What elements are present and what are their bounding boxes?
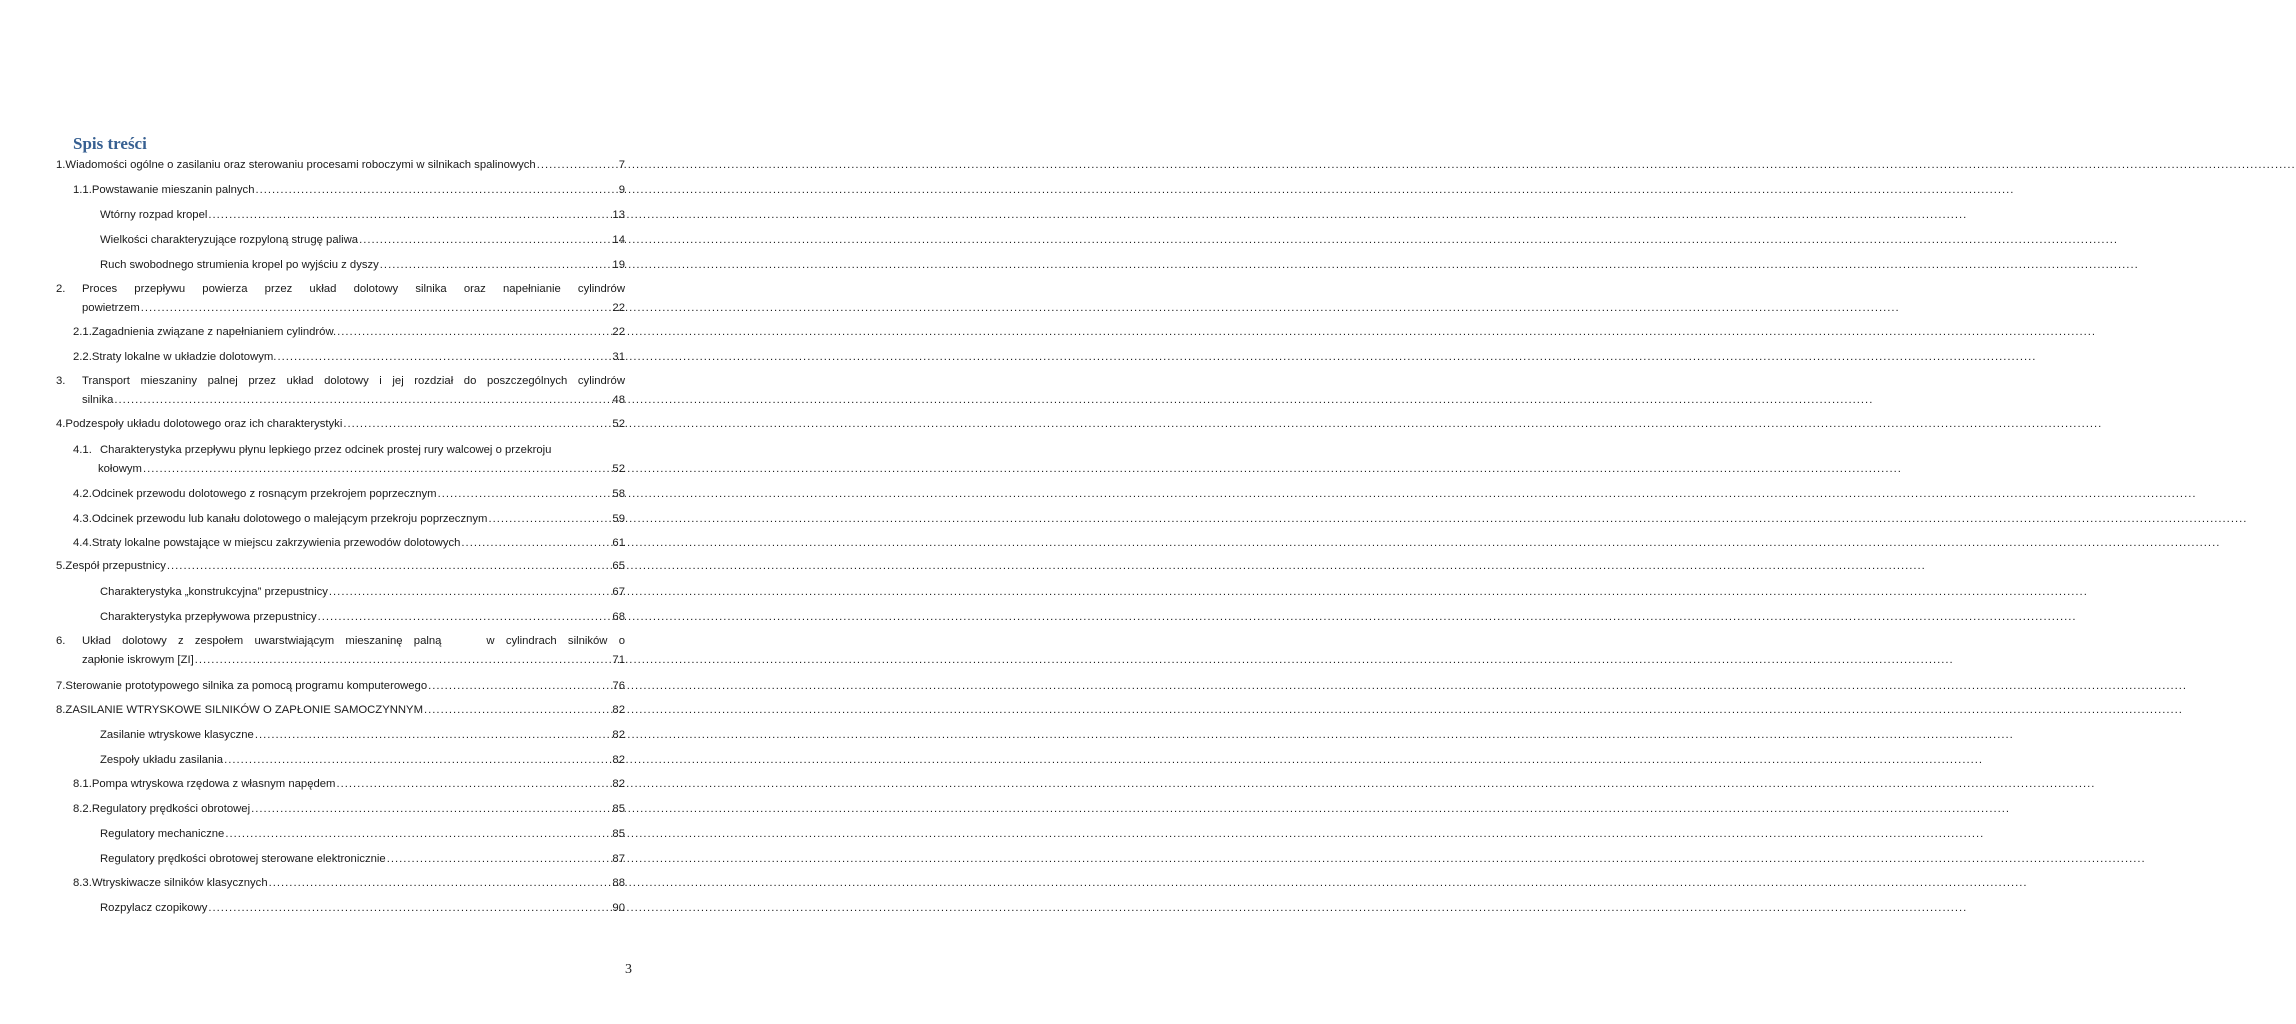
toc-entry[interactable] — [73, 348, 625, 367]
toc-entry[interactable] — [56, 701, 625, 720]
dot-leader — [424, 701, 611, 720]
toc-entry[interactable] — [56, 557, 625, 576]
entry-number: 5. — [56, 560, 66, 572]
toc-entry[interactable] — [56, 280, 625, 318]
entry-number: 6. — [56, 635, 66, 647]
toc-entry[interactable] — [73, 510, 625, 529]
entry-title: Charakterystyka przepływu płynu lepkiego przez odcinek prostej rury walcowej o przekroju — [100, 444, 552, 456]
entry-title: Charakterystyka „konstrukcyjna” przepustnicy — [100, 586, 328, 598]
toc-entry[interactable] — [56, 632, 625, 670]
dot-leader — [461, 534, 611, 553]
entry-title: Regulatory prędkości obrotowej sterowane elektronicznie — [100, 853, 386, 865]
entry-title: ZASILANIE WTRYSKOWE SILNIKÓW O ZAPŁONIE SAMOCZYNNYM — [65, 704, 424, 716]
dot-leader — [208, 899, 611, 918]
entry-title: Wtórny rozpad kropel — [100, 209, 208, 221]
entry-title-continued: powietrzem — [82, 302, 140, 314]
toc-entry[interactable] — [100, 231, 625, 250]
entry-page: 82 — [612, 754, 625, 766]
toc-entry[interactable] — [100, 256, 625, 275]
entry-number: 4.4. — [73, 537, 92, 549]
entry-title: Straty lokalne w układzie dolotowym. — [91, 351, 277, 363]
toc-entry[interactable] — [100, 583, 625, 602]
toc-entry[interactable] — [73, 181, 625, 200]
entry-title: Powstawanie mieszanin palnych — [91, 184, 255, 196]
entry-page: 58 — [612, 488, 625, 500]
dot-leader — [318, 608, 612, 627]
entry-number: 4.1. — [73, 444, 92, 456]
entry-title: Pompa wtryskowa rzędowa z własnym napędem — [91, 778, 336, 790]
entry-title-continued: silnika — [82, 394, 114, 406]
toc-entry[interactable] — [100, 206, 625, 225]
entry-number: 8.1. — [73, 778, 92, 790]
dot-leader — [337, 323, 611, 342]
dot-leader — [143, 460, 611, 479]
entry-title: Zasilanie wtryskowe klasyczne — [100, 729, 254, 741]
toc-entry[interactable] — [56, 415, 625, 434]
entry-title: Zagadnienia związane z napełnianiem cylindrów. — [91, 326, 337, 338]
entry-page: 85 — [612, 828, 625, 840]
entry-number: 2.1. — [73, 326, 92, 338]
dot-leader — [537, 156, 618, 175]
entry-page: 67 — [612, 586, 625, 598]
dot-leader — [428, 677, 611, 696]
entry-page: 61 — [612, 537, 625, 549]
toc-entry[interactable] — [73, 441, 625, 479]
entry-number: 3. — [56, 375, 66, 387]
dot-leader — [277, 348, 611, 367]
dot-leader — [438, 485, 612, 504]
dot-leader — [336, 775, 611, 794]
entry-page: 59 — [612, 513, 625, 525]
entry-page: 82 — [612, 778, 625, 790]
dot-leader — [343, 415, 611, 434]
dot-leader — [359, 231, 611, 250]
toc-entry[interactable] — [73, 874, 625, 893]
entry-title-continued: kołowym — [98, 463, 142, 475]
entry-title: Wtryskiwacze silników klasycznych — [91, 877, 268, 889]
entry-number: 1. — [56, 159, 66, 171]
entry-title: Wiadomości ogólne o zasilaniu oraz sterowaniu procesami roboczymi w silnikach spalinowych — [65, 159, 536, 171]
dot-leader — [224, 751, 611, 770]
toc-entry[interactable] — [100, 751, 625, 770]
dot-leader — [208, 206, 611, 225]
entry-page: 31 — [612, 351, 625, 363]
entry-page: 13 — [612, 209, 625, 221]
dot-leader — [255, 181, 617, 200]
dot-leader — [251, 800, 611, 819]
dot-leader — [195, 651, 612, 670]
entry-title: Zespoły układu zasilania — [100, 754, 224, 766]
entry-page: 65 — [612, 560, 625, 572]
entry-title: Odcinek przewodu dolotowego z rosnącym przekrojem poprzecznym — [91, 488, 437, 500]
entry-title: Regulatory prędkości obrotowej — [91, 803, 251, 815]
entry-page: 87 — [612, 853, 625, 865]
dot-leader — [225, 825, 611, 844]
entry-page: 22 — [612, 302, 625, 314]
entry-title: Straty lokalne powstające w miejscu zakrzywienia przewodów dolotowych — [91, 537, 461, 549]
entry-page: 14 — [612, 234, 625, 246]
toc-entry[interactable] — [73, 775, 625, 794]
entry-page: 52 — [612, 463, 625, 475]
entry-page: 88 — [612, 877, 625, 889]
toc-entry[interactable] — [56, 156, 625, 175]
entry-number: 8.2. — [73, 803, 92, 815]
entry-page: 76 — [612, 680, 625, 692]
entry-title: Rozpylacz czopikowy — [100, 902, 208, 914]
toc-entry[interactable] — [100, 850, 625, 869]
entry-title: Ruch swobodnego strumienia kropel po wyjściu z dyszy — [100, 259, 379, 271]
entry-number: 7. — [56, 680, 66, 692]
toc-entry[interactable] — [73, 485, 625, 504]
toc-heading: Spis treści — [73, 134, 147, 153]
entry-title: Układ dolotowy z zespołem uwarstwiającym mieszaninę palną w cylindrach silników o — [82, 635, 625, 647]
entry-number: 2.2. — [73, 351, 92, 363]
entry-number: 8. — [56, 704, 66, 716]
dot-leader — [141, 299, 612, 318]
dot-leader — [387, 850, 612, 869]
entry-title: Charakterystyka przepływowa przepustnicy — [100, 611, 317, 623]
entry-number: 1.1. — [73, 184, 92, 196]
dot-leader — [167, 557, 612, 576]
dot-leader — [255, 726, 612, 745]
entry-page: 48 — [612, 394, 625, 406]
entry-number: 8.3. — [73, 877, 92, 889]
toc-entry[interactable] — [73, 800, 625, 819]
entry-title-continued: zapłonie iskrowym [ZI] — [82, 654, 194, 666]
entry-title: Podzespoły układu dolotowego oraz ich charakterystyki — [65, 418, 343, 430]
entry-page: 52 — [612, 418, 625, 430]
toc-entry[interactable] — [56, 677, 625, 696]
entry-page: 85 — [612, 803, 625, 815]
toc-entry[interactable] — [100, 726, 625, 745]
entry-title: Wielkości charakteryzujące rozpyloną strugę paliwa — [100, 234, 359, 246]
toc-entry[interactable] — [100, 608, 625, 627]
entry-title: Transport mieszaniny palnej przez układ dolotowy i jej rozdział do poszczególnych cylindrów — [82, 375, 625, 387]
dot-leader — [488, 510, 611, 529]
dot-leader — [329, 583, 612, 602]
toc-entry[interactable] — [56, 372, 625, 410]
entry-page: 22 — [612, 326, 625, 338]
entry-page: 19 — [612, 259, 625, 271]
toc-entry[interactable] — [100, 825, 625, 844]
entry-page: 82 — [612, 729, 625, 741]
entry-title: Sterowanie prototypowego silnika za pomocą programu komputerowego — [65, 680, 428, 692]
toc-entry[interactable] — [73, 323, 625, 342]
dot-leader — [269, 874, 612, 893]
entry-number: 4. — [56, 418, 66, 430]
entry-page: 90 — [612, 902, 625, 914]
dot-leader — [380, 256, 612, 275]
page-number: 3 — [625, 962, 632, 977]
entry-title: Regulatory mechaniczne — [100, 828, 225, 840]
entry-number: 4.2. — [73, 488, 92, 500]
entry-title: Odcinek przewodu lub kanału dolotowego o malejącym przekroju poprzecznym — [91, 513, 488, 525]
entry-page: 7 — [618, 159, 625, 171]
entry-page: 82 — [612, 704, 625, 716]
entry-number: 4.3. — [73, 513, 92, 525]
entry-page: 9 — [618, 184, 625, 196]
entry-page: 68 — [612, 611, 625, 623]
entry-title: Proces przepływu powierza przez układ dolotowy silnika oraz napełnianie cylindrów — [82, 283, 625, 295]
entry-title: Zespół przepustnicy — [65, 560, 166, 572]
dot-leader — [114, 391, 611, 410]
entry-number: 2. — [56, 283, 66, 295]
entry-page: 71 — [612, 654, 625, 666]
toc-entry[interactable] — [100, 899, 625, 918]
toc-entry[interactable] — [73, 534, 625, 553]
